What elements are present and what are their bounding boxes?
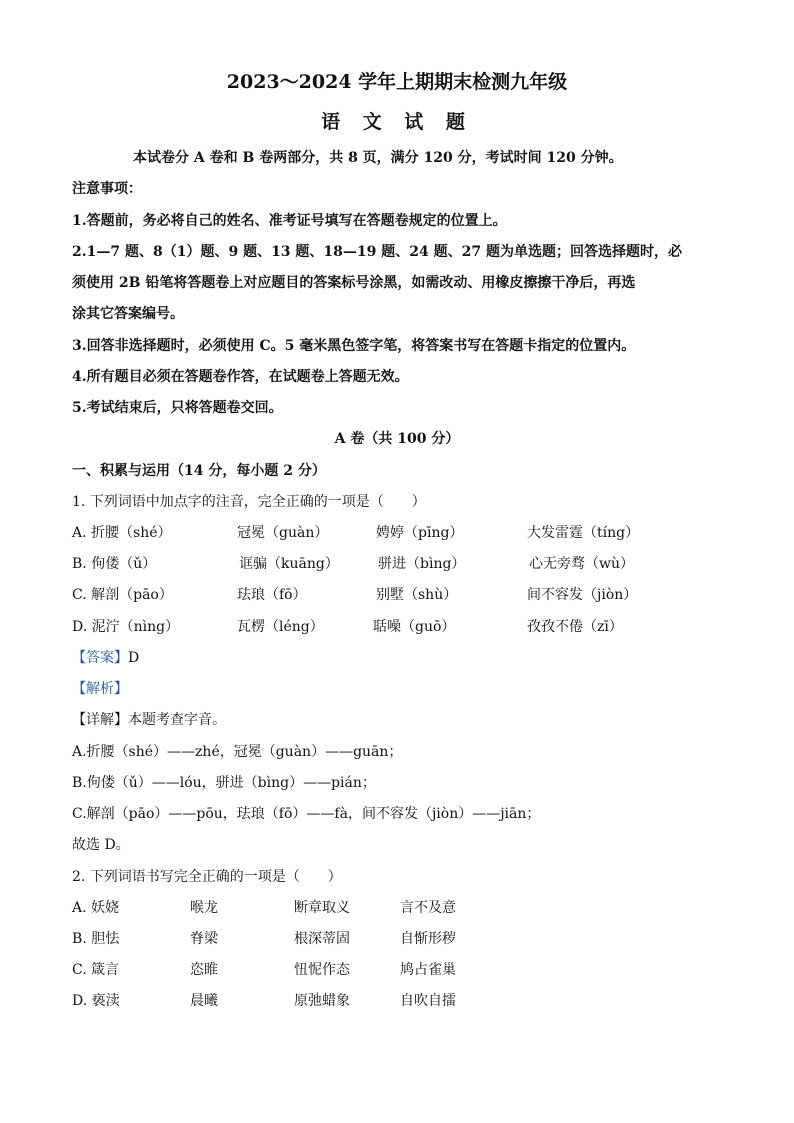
q1-option-c-word-2: 珐琅（fō） <box>237 587 307 603</box>
q2-option-a-word-3: 断章取义 <box>294 900 350 916</box>
q1-option-d-word-4: 孜孜不倦（zī） <box>527 619 623 635</box>
q2-option-c-word-3: 忸怩作态 <box>294 962 350 978</box>
note-5: 5.考试结束后，只将答题卷交回。 <box>72 400 283 416</box>
q1-explain-c: C.解剖（pāo）——pōu，珐琅（fō）——fà，间不容发（jiòn）——jiān； <box>72 806 541 822</box>
note-2-line-1: 2.1—7 题、8（1）题、9 题、13 题、18—19 题、24 题、27 题为单选题；回答选择题时，必 <box>72 244 682 260</box>
q2-stem: 2. 下列词语书写完全正确的一项是（ ） <box>72 869 342 885</box>
q2-option-d-word-2: 晨曦 <box>190 993 218 1009</box>
q1-conclusion: 故选 D。 <box>72 837 130 853</box>
q2-option-a-word-4: 言不及意 <box>400 900 456 916</box>
note-2-line-2: 须使用 2B 铅笔将答题卷上对应题目的答案标号涂黑，如需改动、用橡皮擦擦干净后，再选 <box>72 275 636 291</box>
q1-option-c-word-1: C. 解剖（pāo） <box>72 587 173 603</box>
note-1: 1.答题前，务必将自己的姓名、准考证号填写在答题卷规定的位置上。 <box>72 213 507 229</box>
q1-option-c-word-3: 别墅（shù） <box>376 587 458 603</box>
q1-option-d-word-1: D. 泥泞（nìng） <box>72 619 180 635</box>
q2-option-b-word-3: 根深蒂固 <box>294 931 350 947</box>
notes-heading: 注意事项： <box>72 181 142 197</box>
volume-heading: A 卷（共 100 分） <box>334 431 460 447</box>
q2-option-c-word-4: 鸠占雀巢 <box>400 962 456 978</box>
q1-option-b-word-1: B. 佝偻（ǔ） <box>72 556 157 572</box>
q1-option-c-word-4: 间不容发（jiòn） <box>527 587 638 603</box>
note-3: 3.回答非选择题时，必须使用 C。5 毫米黑色签字笔，将答案书写在答题卡指定的位置内。 <box>72 338 636 354</box>
q1-option-d-word-3: 聒噪（guō） <box>373 619 456 635</box>
q1-option-a-word-2: 冠冕（guàn） <box>237 525 329 541</box>
exam-intro: 本试卷分 A 卷和 B 卷两部分，共 8 页，满分 120 分，考试时间 120 分钟。 <box>133 150 623 166</box>
q1-explain-b: B.佝偻（ǔ）——lóu，骈进（bìng）——pián； <box>72 775 376 791</box>
note-2-line-3: 涂其它答案编号。 <box>72 306 184 322</box>
q2-option-b-word-2: 脊梁 <box>190 931 218 947</box>
q1-stem: 1. 下列词语中加点字的注音，完全正确的一项是（ ） <box>72 494 426 510</box>
analysis-tag: 【解析】 <box>72 681 128 697</box>
q2-option-d-word-4: 自吹自擂 <box>400 993 456 1009</box>
q2-option-c-word-2: 恣睢 <box>190 962 218 978</box>
part-1-heading: 一、积累与运用（14 分，每小题 2 分） <box>72 463 326 479</box>
q2-option-d-word-1: D. 亵渎 <box>72 993 120 1009</box>
q1-option-a-word-4: 大发雷霆（tíng） <box>527 525 640 541</box>
detail-text: 本题考查字音。 <box>128 712 226 728</box>
q1-detail-line <box>72 710 226 730</box>
q1-option-b-word-3: 骈进（bìng） <box>378 556 466 572</box>
q1-option-a-word-3: 娉婷（pīng） <box>376 525 464 541</box>
q2-option-c-word-1: C. 箴言 <box>72 962 120 978</box>
detail-tag: 【详解】 <box>72 712 128 728</box>
q1-option-b-word-4: 心无旁骛（wù） <box>529 556 634 572</box>
answer-value: D <box>128 650 140 666</box>
q1-option-b-word-2: 诓骗（kuāng） <box>239 556 339 572</box>
note-4: 4.所有题目必须在答题卷作答，在试题卷上答题无效。 <box>72 369 409 385</box>
q1-option-d-word-2: 瓦楞（léng） <box>237 619 324 635</box>
exam-title: 2023～2024 学年上期期末检测九年级 <box>226 71 568 93</box>
q2-option-b-word-1: B. 胆怯 <box>72 931 120 947</box>
q1-answer-line <box>72 648 139 668</box>
q1-option-a-word-1: A. 折腰（shé） <box>72 525 172 541</box>
q2-option-b-word-4: 自惭形秽 <box>400 931 456 947</box>
q2-option-d-word-3: 原弛蜡象 <box>294 993 350 1009</box>
q2-option-a-word-1: A. 妖娆 <box>72 900 120 916</box>
exam-subtitle: 语 文 试 题 <box>321 111 473 133</box>
q2-option-a-word-2: 喉龙 <box>190 900 218 916</box>
q1-explain-a: A.折腰（shé）——zhé，冠冕（guàn）——guān； <box>72 744 403 760</box>
answer-tag: 【答案】 <box>72 650 128 666</box>
